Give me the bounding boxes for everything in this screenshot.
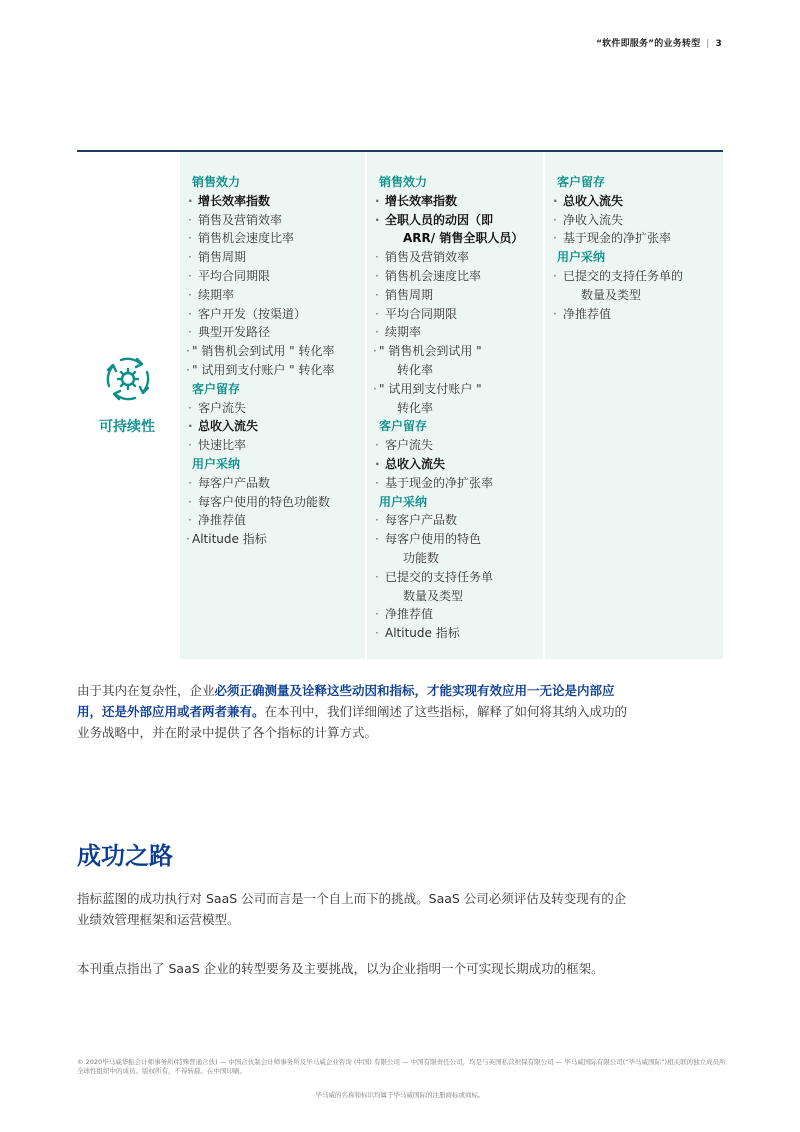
section-heading: 成功之路 [77, 842, 173, 870]
metric-text: 总收入流失 [198, 419, 259, 434]
metric-item [545, 211, 723, 230]
metric-text: 用户采纳 [557, 250, 606, 265]
metric-text: 销售及营销效率 [385, 250, 470, 265]
metric-item [367, 436, 543, 455]
metric-item [545, 267, 723, 305]
metric-item [367, 474, 543, 493]
metric-text: 销售效力 [379, 175, 428, 189]
metric-item [545, 229, 723, 248]
metric-text: 客户流失 [198, 400, 247, 415]
metric-text: 续期率 [198, 287, 235, 302]
metric-item [180, 399, 365, 418]
metric-text: " 试用到支付账户 " 转化率 [192, 362, 335, 377]
metric-text: 销售机会速度比率 [385, 268, 482, 283]
metric-text: 净推荐值 [198, 513, 247, 528]
metric-item [367, 455, 543, 474]
metric-text: 用户采纳 [192, 456, 241, 471]
metric-item [180, 211, 365, 230]
metric-text: 快速比率 [198, 438, 247, 453]
metric-item [367, 286, 543, 305]
metric-item [180, 342, 365, 361]
metric-item [180, 436, 365, 455]
metric-text: 销售周期 [198, 250, 247, 265]
metric-text: 净推荐值 [385, 607, 434, 622]
metric-text-continuation: 转化率 [397, 400, 434, 415]
metric-text: 总收入流失 [385, 456, 446, 471]
metric-text: 已提交的支持任务单 [385, 569, 494, 584]
header-title: “软件即服务”的业务转型 [596, 39, 701, 49]
intro-paragraph [77, 680, 637, 743]
metric-item [367, 248, 543, 267]
metric-section-heading [180, 380, 365, 399]
para1-emphasis: 必须正确测量及诠释这些动因和指标，才能实现有效应用一无论是内部应用，还是外部应用或者两者兼有。 [77, 683, 615, 719]
metric-section-heading [180, 455, 365, 474]
metric-item [180, 493, 365, 512]
metric-section-heading [367, 173, 543, 192]
metric-text: 用户采纳 [379, 494, 428, 509]
running-header [596, 36, 722, 49]
metric-text: 销售机会速度比率 [198, 231, 295, 246]
metrics-column-1 [180, 152, 365, 659]
metric-text: " 试用到支付账户 " [379, 381, 482, 396]
metric-text: 平均合同期限 [385, 306, 458, 321]
metrics-column-2 [367, 152, 543, 659]
metric-section-heading [367, 493, 543, 512]
metric-text-continuation: 功能数 [403, 550, 440, 565]
metric-item [367, 511, 543, 530]
metric-item [367, 530, 543, 568]
metric-item [367, 267, 543, 286]
metric-text: 全职人员的动因（即 [385, 212, 494, 227]
metric-text: 客户留存 [379, 419, 428, 434]
metric-item [367, 323, 543, 342]
metric-item [180, 361, 365, 380]
metric-text-continuation: ARR/ 销售全职人员） [403, 231, 524, 246]
metric-text: " 销售机会到试用 " [379, 344, 482, 359]
metric-item [367, 211, 543, 249]
metric-item [367, 305, 543, 324]
metric-text-continuation: 数量及类型 [403, 588, 464, 603]
metric-item [367, 380, 543, 418]
metric-text: 增长效率指数 [385, 193, 458, 208]
metric-text: 客户流失 [385, 438, 434, 453]
metric-text: 总收入流失 [563, 193, 624, 208]
metric-text-continuation: 数量及类型 [581, 287, 642, 302]
metric-item [367, 192, 543, 211]
body-paragraph-2: 本刊重点指出了 SaaS 企业的转型要务及主要挑战，以为企业指明一个可实现长期成功的框架。 [77, 961, 604, 976]
metric-text: 典型开发路径 [198, 325, 271, 340]
page-number: 3 [715, 39, 722, 49]
metric-item [180, 511, 365, 530]
metric-section-heading [367, 417, 543, 436]
body-paragraph-1: 指标蓝图的成功执行对 SaaS 公司而言是一个自上而下的挑战。SaaS 公司必须评估及转变现有的企业绩效管理框架和运营模型。 [77, 891, 627, 927]
metric-item [180, 267, 365, 286]
metric-text: Altitude 指标 [192, 532, 267, 547]
metric-item [545, 192, 723, 211]
metrics-column-3 [545, 152, 723, 659]
metric-text: 增长效率指数 [198, 193, 271, 208]
trademark-footer: 毕马威的名称和标识均属于毕马威国际的注册商标或商标。 [315, 1091, 485, 1099]
sustainability-cycle-icon [101, 352, 155, 406]
sustainability-label: 可持续性 [99, 419, 155, 435]
metric-item [180, 530, 365, 549]
metric-text: 每客户使用的特色功能数 [198, 494, 331, 509]
metric-text: 平均合同期限 [198, 268, 271, 283]
metric-text: Altitude 指标 [385, 626, 460, 641]
metric-item [180, 248, 365, 267]
metric-item [180, 323, 365, 342]
row-label-cell [77, 152, 177, 659]
metric-text: 每客户产品数 [385, 513, 458, 528]
metric-text: 客户留存 [557, 175, 606, 189]
metric-item [180, 286, 365, 305]
para1-rest: 在本刊中，我们详细阐述了这些指标，解释了如何将其纳入成功的业务战略中，并在附录中提供了各个指标的计算方式。 [77, 704, 628, 740]
metric-item [367, 568, 543, 606]
metric-text: 基于现金的净扩张率 [563, 231, 672, 246]
metric-item [367, 624, 543, 643]
metric-section-heading [180, 173, 365, 192]
metric-item [180, 229, 365, 248]
para1-lead: 由于其内在复杂性，企业 [77, 683, 215, 698]
metric-text: 净推荐值 [563, 306, 612, 321]
metric-text: 续期率 [385, 325, 422, 340]
metric-text: 每客户产品数 [198, 475, 271, 490]
metric-section-heading [545, 248, 723, 267]
metric-item [180, 192, 365, 211]
metric-section-heading [545, 173, 723, 192]
metric-text: 已提交的支持任务单的 [563, 268, 684, 283]
copyright-footer: © 2020毕马威华振会计师事务所(特殊普通合伙) — 中国合伙制会计师事务所及毕马威企业咨询 (中国) 有限公司 — 中国有限责任公司，均是与英国私营担保有限公司 — 毕马威国际有限公司(“毕马威国际”)相关联的独立成员所全球性组织中的成员。版权所有，不得转载。在中国印刷。 [77, 1058, 726, 1075]
metric-text: 基于现金的净扩张率 [385, 475, 494, 490]
metric-text: 销售及营销效率 [198, 212, 283, 227]
metric-text: 每客户使用的特色 [385, 532, 482, 547]
metric-text: " 销售机会到试用 " 转化率 [192, 344, 335, 359]
metric-item [367, 605, 543, 624]
metric-item [180, 474, 365, 493]
metric-text: 净收入流失 [563, 212, 624, 227]
metric-text: 销售周期 [385, 287, 434, 302]
metrics-table [77, 152, 723, 659]
metric-item [180, 417, 365, 436]
metric-text-continuation: 转化率 [397, 362, 434, 377]
header-separator: | [706, 39, 710, 49]
metric-text: 客户留存 [192, 381, 241, 396]
metric-item [367, 342, 543, 380]
metric-text: 客户开发（按渠道） [198, 306, 307, 321]
metric-item [180, 305, 365, 324]
metric-item [545, 305, 723, 324]
metric-text: 销售效力 [192, 175, 241, 189]
